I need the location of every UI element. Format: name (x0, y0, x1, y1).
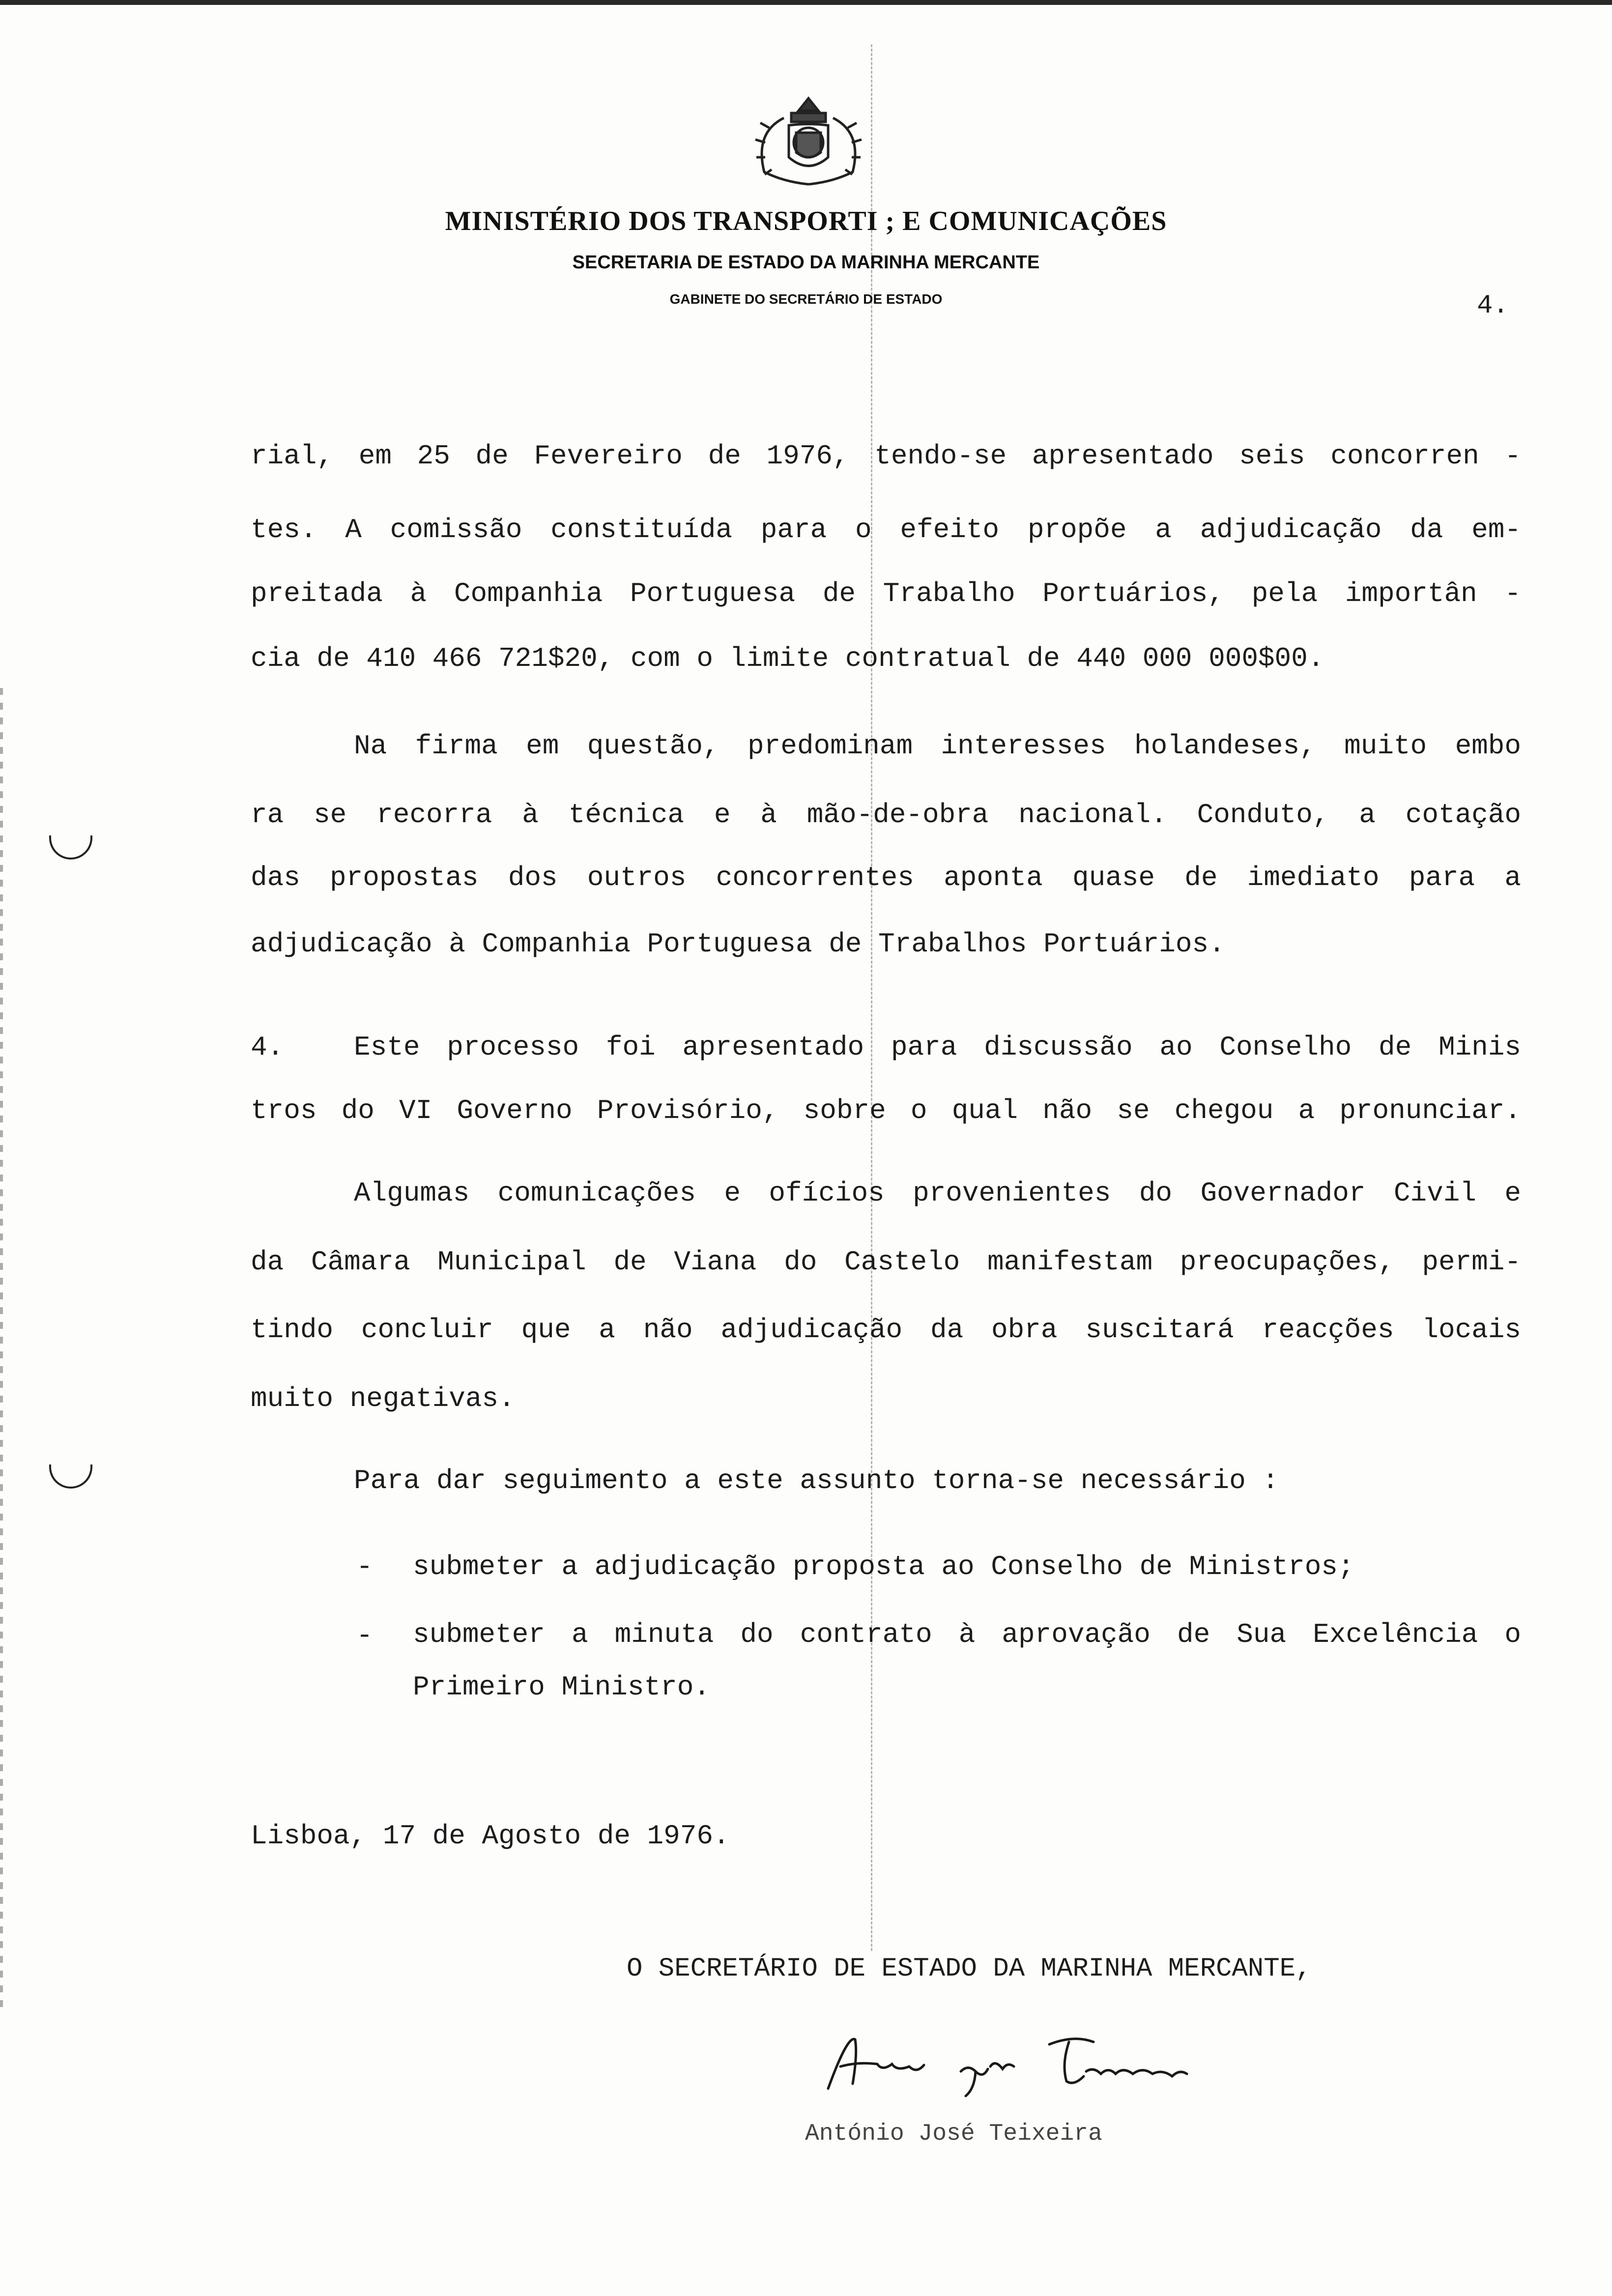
body-line: adjudicação à Companhia Portuguesa de Trabalhos Portuários. (251, 928, 1225, 960)
body-line: tes. A comissão constituída para o efeito propõe a adjudicação da em- (251, 514, 1521, 545)
top-border (0, 0, 1612, 5)
secretariat-heading: SECRETARIA DE ESTADO DA MARINHA MERCANTE (572, 252, 1040, 273)
body-line: das propostas dos outros concorrentes aponta quase de imediato para a (251, 862, 1521, 893)
list-item: Primeiro Ministro. (413, 1671, 710, 1703)
body-line: muito negativas. (251, 1383, 515, 1414)
bullet: - (356, 1551, 373, 1582)
list-item: submeter a adjudicação proposta ao Conselho de Ministros; (413, 1551, 1354, 1582)
ministry-heading: MINISTÉRIO DOS TRANSPORTI ; E COMUNICAÇÕES (445, 206, 1167, 236)
signatory-title: O SECRETÁRIO DE ESTADO DA MARINHA MERCANTE, (627, 1954, 1312, 1984)
punch-mark (49, 1464, 92, 1489)
handwritten-signature (818, 2025, 1202, 2098)
coat-of-arms-icon (735, 88, 882, 192)
office-heading: GABINETE DO SECRETÁRIO DE ESTADO (669, 291, 943, 307)
section-number: 4. (251, 1032, 284, 1063)
list-item: submeter a minuta do contrato à aprovação de Sua Excelência o (413, 1619, 1521, 1650)
bullet: - (356, 1620, 373, 1651)
scan-edge (0, 688, 3, 2015)
body-line: ra se recorra à técnica e à mão-de-obra nacional. Conduto, a cotação (251, 799, 1521, 831)
body-line: tindo concluir que a não adjudicação da obra suscitará reacções locais (251, 1314, 1521, 1346)
body-line: Na firma em questão, predominam interesses holandeses, muito embo (354, 730, 1521, 762)
signatory-name: António José Teixeira (805, 2121, 1102, 2147)
body-line: rial, em 25 de Fevereiro de 1976, tendo-se apresentado seis concorren - (251, 440, 1521, 472)
page-number: 4. (1477, 291, 1509, 321)
fold-line (871, 44, 872, 1951)
body-line: tros do VI Governo Provisório, sobre o qual não se chegou a pronunciar. (251, 1095, 1521, 1126)
punch-mark (49, 835, 92, 860)
body-line: preitada à Companhia Portuguesa de Trabalho Portuários, pela importân - (251, 578, 1521, 609)
body-line: Para dar seguimento a este assunto torna-se necessário : (354, 1465, 1279, 1496)
body-line: Algumas comunicações e ofícios provenientes do Governador Civil e (354, 1177, 1521, 1209)
body-line: cia de 410 466 721$20, com o limite contratual de 440 000 000$00. (251, 643, 1324, 674)
body-line: da Câmara Municipal de Viana do Castelo manifestam preocupações, permi- (251, 1246, 1521, 1278)
body-line: Este processo foi apresentado para discussão ao Conselho de Minis (354, 1032, 1521, 1063)
place-date: Lisboa, 17 de Agosto de 1976. (251, 1820, 730, 1852)
